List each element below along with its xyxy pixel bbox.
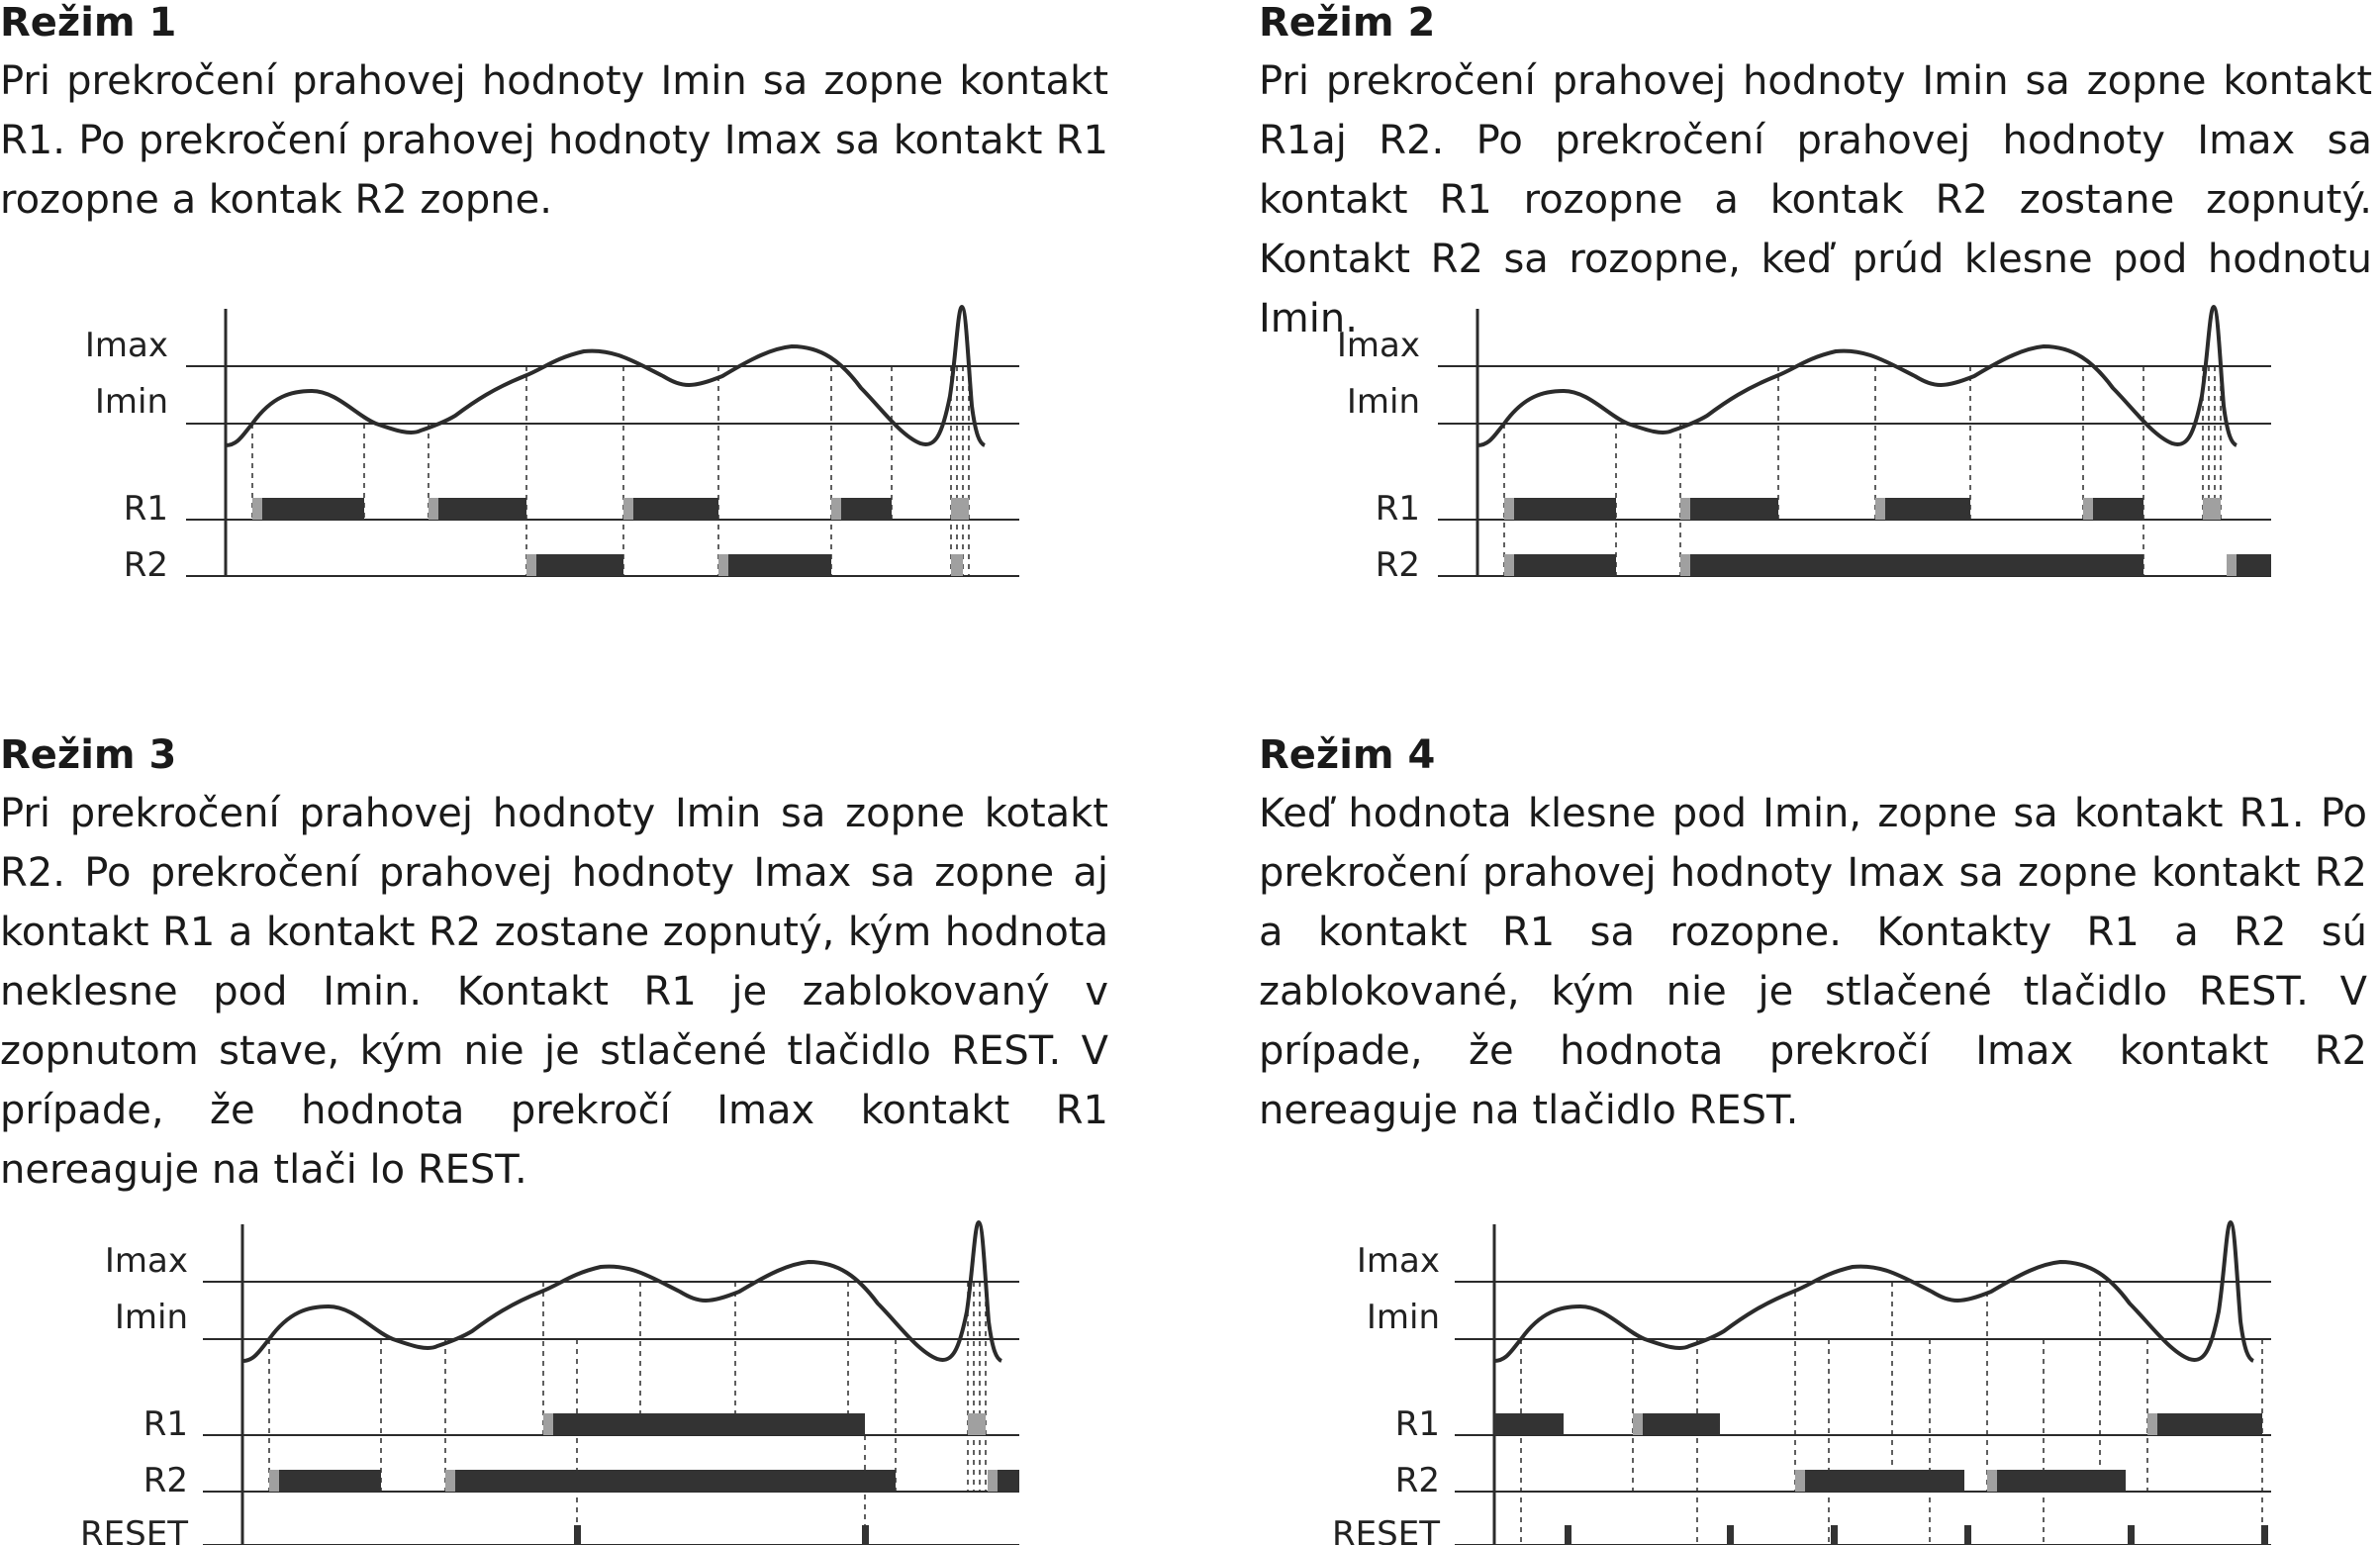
mode-1-title: Režim 1 bbox=[0, 0, 177, 46]
mode-1-description: Pri prekročení prahovej hodnoty Imin sa zopne kontakt R1. Po prekročení prahovej hodnoty Imax sa kontakt R1 rozopne a kontak R2 zopne. bbox=[0, 58, 1108, 223]
r1-on-bar bbox=[1633, 1413, 1720, 1435]
reset-pulse bbox=[2261, 1525, 2268, 1545]
r1-on-bar bbox=[1494, 1413, 1564, 1435]
mode-3-timing-diagram bbox=[40, 1212, 1069, 1545]
mode-2-timing-diagram bbox=[1291, 297, 2321, 594]
r2-transition-marker bbox=[988, 1470, 998, 1492]
r2-on-bar bbox=[1795, 1470, 1964, 1492]
mode-4-section bbox=[1259, 732, 2367, 1140]
imin-label: Imin bbox=[1346, 382, 1420, 422]
r1-transition-marker bbox=[951, 498, 969, 520]
r1-transition-marker bbox=[2203, 498, 2221, 520]
r1-transition-marker bbox=[543, 1413, 553, 1435]
r2-transition-marker bbox=[526, 554, 536, 576]
imin-label: Imin bbox=[1366, 1298, 1440, 1337]
reset-pulse bbox=[1727, 1525, 1734, 1545]
r2-on-bar bbox=[526, 554, 623, 576]
r2-label: R2 bbox=[143, 1461, 188, 1500]
r2-on-bar bbox=[1680, 554, 2143, 576]
r2-on-bar bbox=[1987, 1470, 2126, 1492]
r1-contact-bars bbox=[252, 498, 969, 520]
r2-contact-bars bbox=[1504, 554, 2271, 576]
reset-pulses bbox=[1565, 1525, 2268, 1545]
mode-3-section bbox=[0, 732, 1108, 1200]
r2-transition-marker bbox=[445, 1470, 455, 1492]
r1-transition-marker bbox=[1633, 1413, 1643, 1435]
reset-label: RESET bbox=[80, 1514, 188, 1545]
transition-guides bbox=[252, 366, 969, 576]
r2-contact-bars bbox=[1795, 1470, 2126, 1492]
imin-label: Imin bbox=[114, 1298, 188, 1337]
imax-label: Imax bbox=[1356, 1241, 1440, 1281]
mode-4-timing-diagram bbox=[1291, 1212, 2321, 1545]
r1-on-bar bbox=[623, 498, 718, 520]
r1-label: R1 bbox=[123, 489, 168, 529]
r1-contact-bars bbox=[543, 1413, 986, 1435]
r2-transition-marker bbox=[2227, 554, 2237, 576]
mode-3-title: Režim 3 bbox=[0, 732, 177, 778]
r1-transition-marker bbox=[1875, 498, 1885, 520]
mode-2-title: Režim 2 bbox=[1259, 0, 1436, 46]
r2-transition-marker bbox=[1987, 1470, 1997, 1492]
r1-transition-marker bbox=[2083, 498, 2093, 520]
r1-on-bar bbox=[2147, 1413, 2262, 1435]
r2-transition-marker bbox=[951, 554, 963, 576]
r1-on-bar bbox=[252, 498, 364, 520]
mode-4-description: Keď hodnota klesne pod Imin, zopne sa kontakt R1. Po prekročení prahovej hodnoty Imax sa zopne kontakt R2 a kontakt R1 sa rozopne. Kontakty R1 a R2 sú zablokované, kým nie je stlačené tlačidlo REST. V prípade, že hodnota prekročí Imax kontakt R2 nereaguje na tlačidlo REST. bbox=[1259, 791, 2367, 1133]
r2-transition-marker bbox=[718, 554, 728, 576]
r1-label: R1 bbox=[143, 1404, 188, 1444]
r2-transition-marker bbox=[1504, 554, 1514, 576]
reset-pulse bbox=[2128, 1525, 2135, 1545]
r1-contact-bars bbox=[1504, 498, 2221, 520]
r1-label: R1 bbox=[1375, 489, 1420, 529]
mode-3-description: Pri prekročení prahovej hodnoty Imin sa zopne kotakt R2. Po prekročení prahovej hodnoty Imax sa zopne aj kontakt R1 a kontakt R2 zostane zopnutý, kým hodnota neklesne pod Imin. Kontakt R1 je zablokovaný v zopnutom stave, kým nie je stlačené tlačidlo REST. V prípade, že hodnota prekročí Imax kontakt R1 nereaguje na tlači lo REST. bbox=[0, 791, 1108, 1193]
r1-transition-marker bbox=[968, 1413, 986, 1435]
r1-on-bar bbox=[1504, 498, 1616, 520]
r1-transition-marker bbox=[1680, 498, 1690, 520]
r2-transition-marker bbox=[269, 1470, 279, 1492]
r1-transition-marker bbox=[252, 498, 262, 520]
r1-on-bar bbox=[543, 1413, 865, 1435]
r1-on-bar bbox=[1875, 498, 1970, 520]
r2-label: R2 bbox=[1394, 1461, 1440, 1500]
imin-label: Imin bbox=[94, 382, 168, 422]
r1-label: R1 bbox=[1394, 1404, 1440, 1444]
r2-on-bar bbox=[1504, 554, 1616, 576]
reset-label: RESET bbox=[1332, 1514, 1440, 1545]
r1-on-bar bbox=[428, 498, 526, 520]
mode-1-section bbox=[0, 0, 1108, 230]
mode-4-title: Režim 4 bbox=[1259, 732, 1436, 778]
transition-guides bbox=[1504, 366, 2221, 576]
r2-on-bar bbox=[269, 1470, 381, 1492]
r1-transition-marker bbox=[428, 498, 438, 520]
r1-transition-marker bbox=[831, 498, 841, 520]
mode-2-description: Pri prekročení prahovej hodnoty Imin sa zopne kontakt R1aj R2. Po prekročení prahovej hodnoty Imax sa kontakt R1 rozopne a kontak R2 zostane zopnutý. Kontakt R2 sa rozopne, keď prúd klesne pod hodnotu Imin. bbox=[1259, 58, 2372, 341]
r2-transition-marker bbox=[1680, 554, 1690, 576]
r2-on-bar bbox=[445, 1470, 896, 1492]
r1-transition-marker bbox=[1504, 498, 1514, 520]
mode-1-timing-diagram bbox=[40, 297, 1069, 594]
r1-transition-marker bbox=[623, 498, 633, 520]
imax-label: Imax bbox=[84, 326, 168, 365]
reset-pulses bbox=[574, 1525, 869, 1545]
r2-label: R2 bbox=[123, 545, 168, 585]
reset-pulse bbox=[1831, 1525, 1838, 1545]
r2-label: R2 bbox=[1375, 545, 1420, 585]
imax-label: Imax bbox=[104, 1241, 188, 1281]
r2-contact-bars bbox=[526, 554, 963, 576]
r2-on-bar bbox=[718, 554, 831, 576]
reset-pulse bbox=[862, 1525, 869, 1545]
reset-pulse bbox=[1565, 1525, 1571, 1545]
imax-label: Imax bbox=[1336, 326, 1420, 365]
reset-pulse bbox=[1964, 1525, 1971, 1545]
r2-transition-marker bbox=[1795, 1470, 1805, 1492]
r1-on-bar bbox=[1680, 498, 1778, 520]
reset-pulse bbox=[574, 1525, 581, 1545]
r1-transition-marker bbox=[2147, 1413, 2157, 1435]
